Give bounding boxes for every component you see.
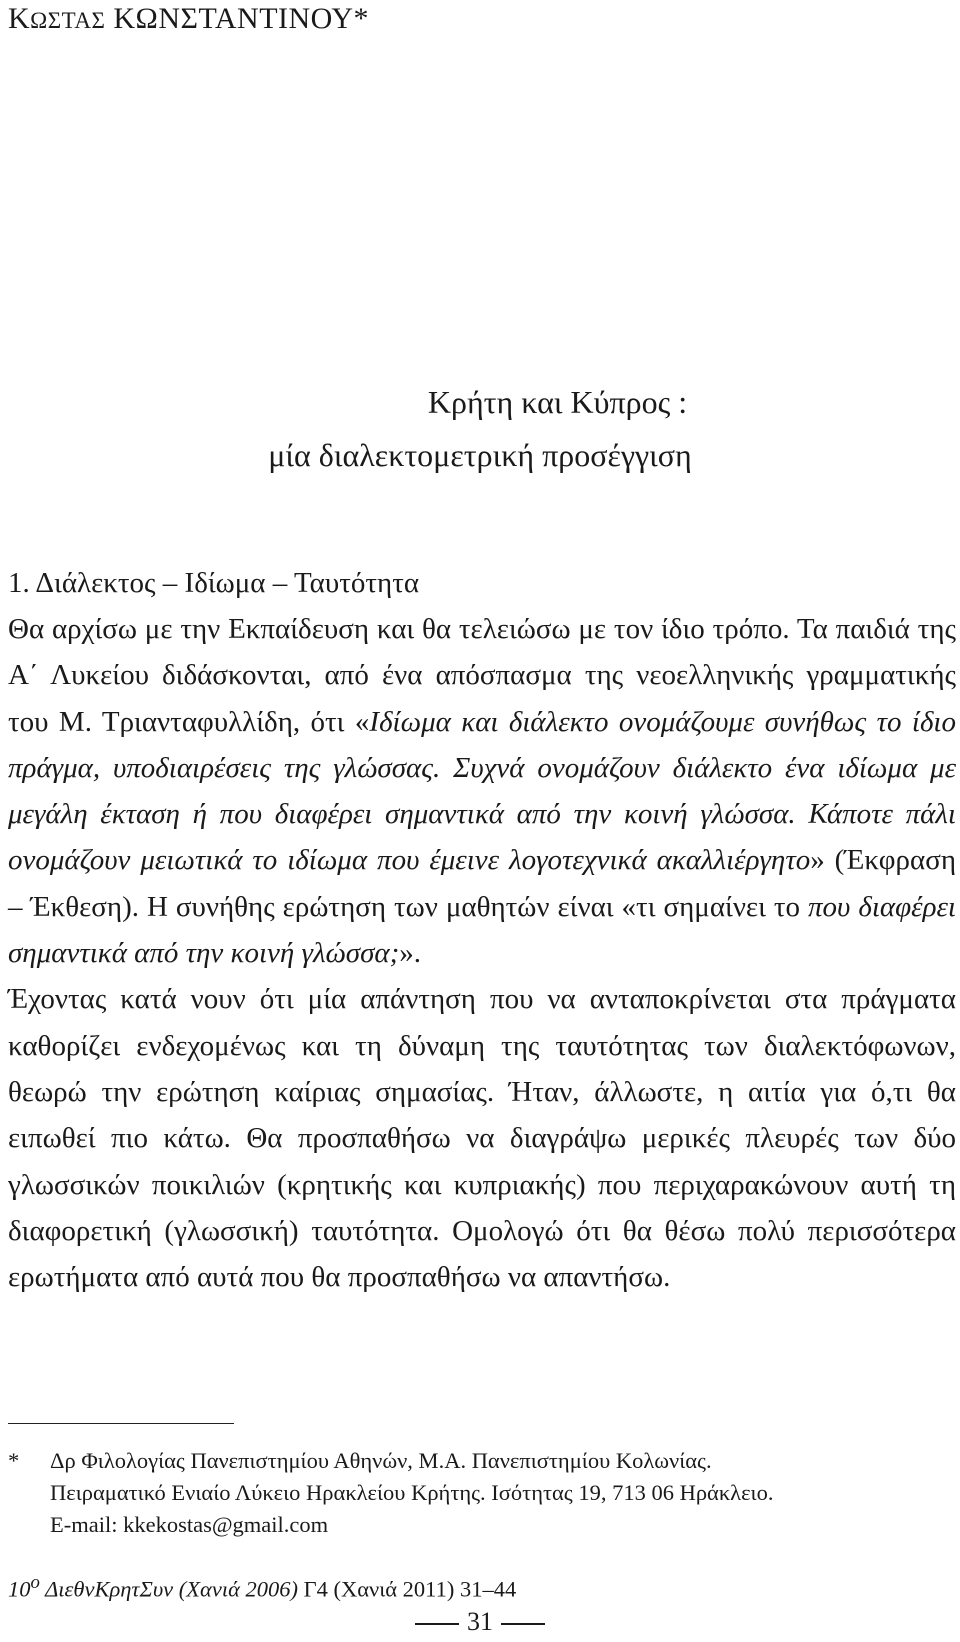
page-number bbox=[0, 1607, 960, 1637]
article-title-line-1: Κρήτη και Κύπρος : bbox=[427, 384, 688, 420]
paragraph-2: Έχοντας κατά νουν ότι μία απάντηση που να ανταποκρίνεται στα πράγματα καθορίζει ενδεχομένως και τη δύναμη της ταυτότητας των διαλεκτόφωνων, θεωρώ την ερώτηση καίριας σημασίας. Ήταν, άλλωστε, η αιτία για ό,τι θα ειπωθεί πιο κάτω. Θα προσπαθήσω να διαγράψω μερικές πλευρές των δύο γλωσσικών ποικιλιών (κρητικής και κυπριακής) που περιχαρακώνουν αυτή τη διαφορετική (γλωσσική) ταυτότητα. Ομολογώ ότι θα θέσω πολύ περισσότερα ερωτήματα από αυτά που θα προσπαθήσω να απαντήσω. bbox=[8, 983, 956, 1294]
section-heading: 1. Διάλεκτος – Ιδίωμα – Ταυτότητα bbox=[8, 567, 420, 599]
citation-superscript: ο bbox=[30, 1572, 40, 1593]
author-first-name: ΩΣΤΑΣ bbox=[30, 8, 106, 33]
author-last-name: ΚΩΝΣΤΑΝΤΙΝΟΥ* bbox=[113, 2, 370, 35]
footnote-line-1: Δρ Φιλολογίας Πανεπιστημίου Αθηνών, Μ.Α. Πανεπιστημίου Κολωνίας. bbox=[50, 1448, 712, 1473]
author-initial: Κ bbox=[8, 2, 31, 35]
paragraph-1 bbox=[8, 606, 956, 976]
paragraph-1-quote-2: που διαφέρει σημαντικά από την κοινή γλώσσα; bbox=[8, 890, 956, 970]
paragraph-1-part-3: ». bbox=[399, 937, 421, 970]
page-number-dash-left bbox=[415, 1623, 459, 1625]
footnote-line-3: E-mail: kkekostas@gmail.com bbox=[50, 1512, 329, 1537]
page-number-value: 31 bbox=[467, 1607, 493, 1636]
citation-number: 10 bbox=[8, 1576, 31, 1602]
paragraph-1-quote-1: Ιδίωμα και διάλεκτο ονομάζουμε συνήθως το ίδιο πράγμα, υποδιαιρέσεις της γλώσσας. Συχνά ονομάζουν διάλεκτο ένα ιδίωμα με μεγάλη έκταση ή που διαφέρει σημαντικά από την κοινή γλώσσα. Κάποτε πάλι ονομάζουν μειωτικά το ιδίωμα που έμεινε λογοτεχνικά ακαλλιέργητο bbox=[8, 705, 956, 877]
page-number-dash-right bbox=[501, 1623, 545, 1625]
paragraph-1-part-1: Θα αρχίσω με την Εκπαίδευση και θα τελειώσω με τον ίδιο τρόπο. Τα παιδιά της Α΄ Λυκείου διδάσκονται, από ένα απόσπασμα της νεοελληνικής γραμματικής του Μ. Τριανταφυλλίδη, ότι « bbox=[8, 613, 956, 738]
footnote-line-2: Πειραματικό Ενιαίο Λύκειο Ηρακλείου Κρήτης. Ισότητας 19, 713 06 Ηράκλειο. bbox=[50, 1480, 774, 1505]
paragraph-1-part-2: » (Έκφραση – Έκθεση). Η συνήθης ερώτηση των μαθητών είναι «τι σημαίνει το bbox=[8, 844, 956, 923]
citation-volume: Γ4 (Χανιά 2011) 31–44 bbox=[298, 1576, 517, 1602]
article-title-line-2: μία διαλεκτομετρική προσέγγιση bbox=[268, 437, 692, 473]
footnote-divider bbox=[8, 1423, 234, 1424]
footnote-mark: * bbox=[8, 1448, 20, 1473]
body-text bbox=[8, 606, 956, 1300]
citation-journal: ΔιεθνΚρητΣυν (Χανιά 2006) bbox=[39, 1576, 298, 1602]
running-header bbox=[8, 2, 369, 36]
publication-citation bbox=[8, 1572, 516, 1603]
